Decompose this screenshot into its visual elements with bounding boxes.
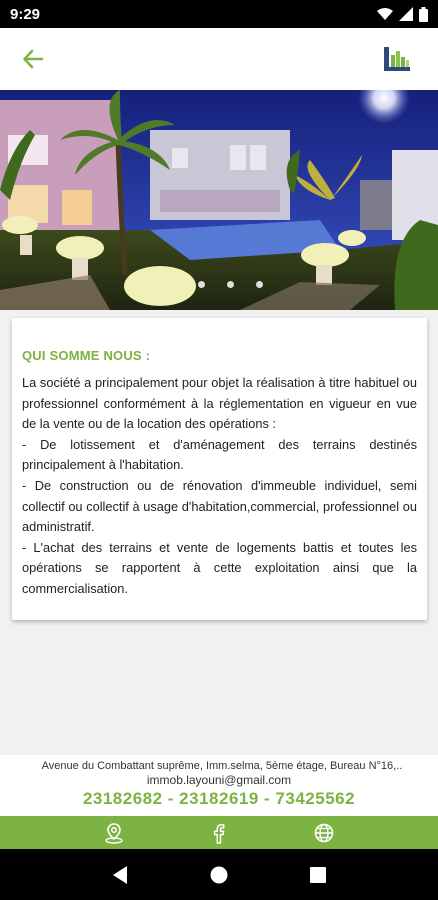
facebook-button[interactable] — [206, 820, 232, 846]
triangle-back-icon — [111, 865, 129, 885]
globe-icon — [313, 822, 335, 844]
facebook-icon — [208, 822, 230, 844]
square-recents-icon — [309, 866, 327, 884]
about-description: La société a principalement pour objet la réalisation à titre habituel ou professionnel conformément à la réglementation en vigueur en vue de la vente ou de la location des opérations : - De lotissement et d'aménagement des terrains destinés principalement à l'habitation. - De construction ou de rénovation d'immeuble individuel, semi collectif ou collectif à usage d'habitation,commercial, professionnel ou administratif. - L'achat des terrains et vente de logements battis et toutes les opérations se rapportent à cette exploitation ainsi que la commercialisation. — [22, 375, 417, 596]
status-time: 9:29 — [10, 5, 41, 23]
nav-home-button[interactable] — [207, 863, 231, 887]
system-nav-bar — [0, 849, 438, 900]
about-title: QUI SOMME NOUS : — [22, 348, 151, 363]
signal-icon — [399, 7, 413, 21]
location-pin-icon — [103, 822, 125, 844]
slider-indicator — [198, 281, 263, 288]
back-button[interactable] — [20, 46, 46, 72]
slider-dot[interactable] — [256, 281, 263, 288]
hero-image — [0, 90, 438, 310]
company-logo — [370, 38, 420, 80]
status-icons — [377, 7, 428, 22]
building-logo-icon — [375, 45, 415, 73]
slider-dot[interactable] — [198, 281, 205, 288]
nav-back-button[interactable] — [108, 863, 132, 887]
location-button[interactable] — [101, 820, 127, 846]
arrow-back-icon — [22, 48, 44, 70]
contact-info — [0, 755, 438, 816]
app-bar — [0, 28, 438, 90]
wifi-icon — [377, 7, 393, 21]
circle-home-icon — [209, 865, 229, 885]
address-text: Avenue du Combattant suprême, Imm.selma, 5ème étage, Bureau N°16,.. — [41, 760, 403, 772]
status-bar — [0, 0, 438, 28]
phone-numbers[interactable]: 23182682 - 23182619 - 73425562 — [82, 789, 356, 808]
hero-image-slider[interactable] — [0, 90, 438, 310]
bottom-action-bar — [0, 816, 438, 849]
battery-icon — [419, 7, 428, 22]
about-card — [12, 318, 427, 620]
slider-dot[interactable] — [227, 281, 234, 288]
website-button[interactable] — [311, 820, 337, 846]
nav-recents-button[interactable] — [306, 863, 330, 887]
email-text[interactable]: immob.layouni@gmail.com — [146, 773, 292, 787]
